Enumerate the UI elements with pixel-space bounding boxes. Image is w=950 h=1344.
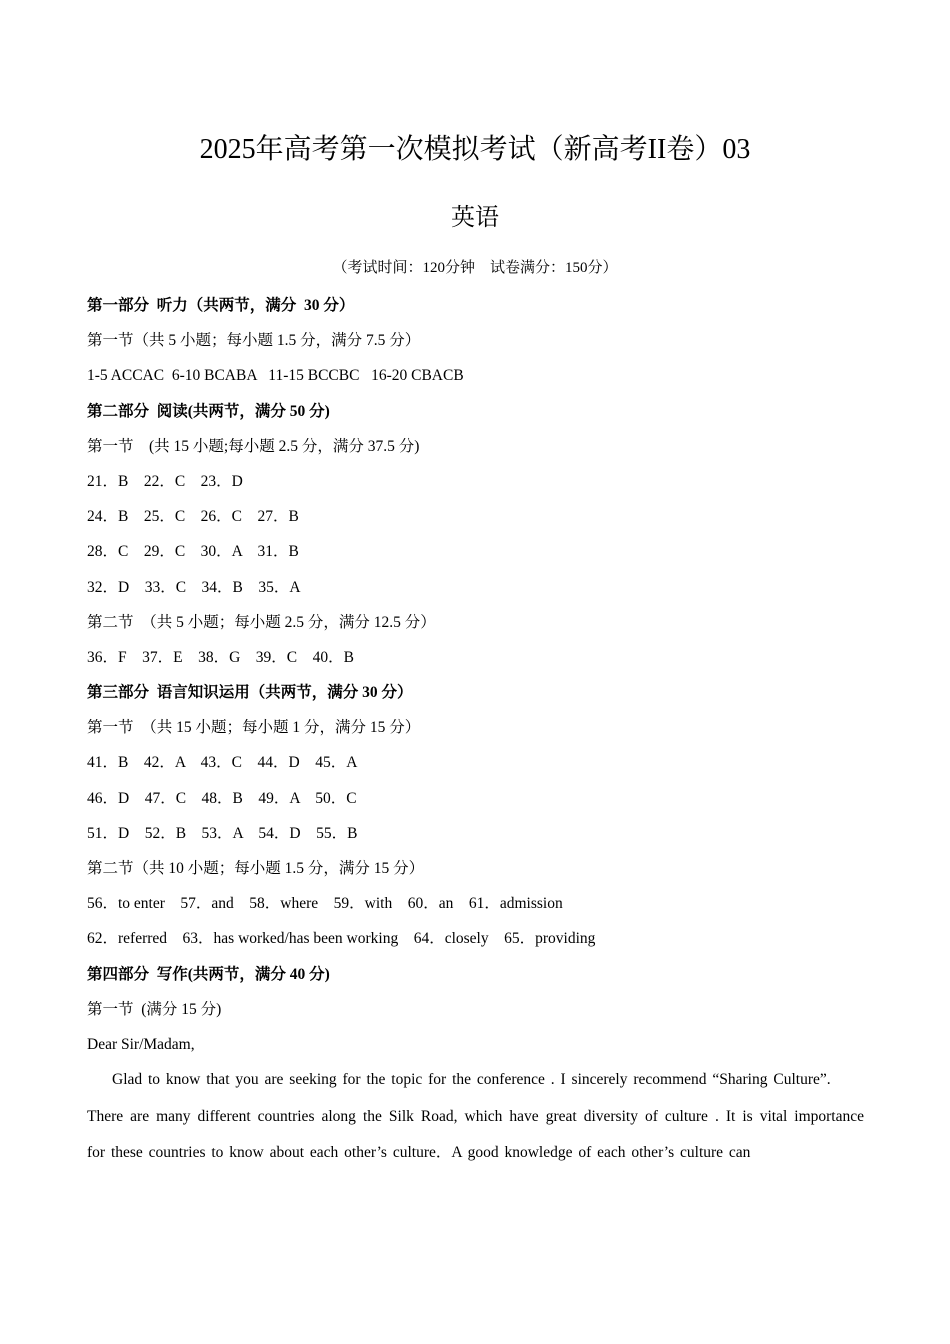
section-heading: 第三部分 语言知识运用（共两节，满分 30 分） xyxy=(87,684,413,702)
answer-line: 28．C 29．C 30．A 31．B xyxy=(87,543,299,561)
letter-paragraph-1: Glad to know that you are seeking for the topic for the conference . I sincerely recommend “Sharing Culture”. xyxy=(112,1071,831,1089)
exam-info: （考试时间：120分钟 试卷满分：150分） xyxy=(332,260,618,276)
answer-line: 第一节（共 5 小题；每小题 1.5 分，满分 7.5 分） xyxy=(87,332,421,350)
answer-content xyxy=(87,288,864,1172)
letter-paragraph-2: There are many different countries along the Silk Road, which have great diversity of culture . It is vital importance for these countries to know about each other’s culture．A good knowledge of each other’s culture can xyxy=(87,1107,864,1162)
section-heading: 第二部分 阅读(共两节，满分 50 分) xyxy=(87,402,330,420)
answer-line: 第一节 (共 15 小题;每小题 2.5 分，满分 37.5 分) xyxy=(87,437,420,455)
answer-line: 1-5 ACCAC 6-10 BCABA 11-15 BCCBC 16-20 CBACB xyxy=(87,367,464,385)
section-heading: 第一部分 听力（共两节，满分 30 分） xyxy=(87,297,355,314)
answer-line: 46．D 47．C 48．B 49．A 50．C xyxy=(87,789,357,807)
answer-line: 第一节 (满分 15 分) xyxy=(87,1000,222,1018)
answer-line: 41．B 42．A 43．C 44．D 45．A xyxy=(87,754,358,772)
answer-line: 62．referred 63．has worked/has been working 64．closely 65．providing xyxy=(87,930,596,948)
answer-line: 第二节 （共 5 小题；每小题 2.5 分，满分 12.5 分） xyxy=(87,613,436,631)
answer-line: 24．B 25．C 26．C 27．B xyxy=(87,508,299,526)
answer-line: Dear Sir/Madam, xyxy=(87,1035,195,1053)
subject-heading: 英语 xyxy=(451,203,499,231)
answer-line: 32．D 33．C 34．B 35．A xyxy=(87,578,301,596)
document-title: 2025年高考第一次模拟考试（新高考II卷）03 xyxy=(199,134,751,165)
answer-lines xyxy=(87,288,864,1062)
answer-line: 36．F 37．E 38．G 39．C 40．B xyxy=(87,648,354,666)
answer-line: 第一节 （共 15 小题；每小题 1 分，满分 15 分） xyxy=(87,719,421,737)
answer-line: 56．to enter 57．and 58．where 59．with 60．an 61．admission xyxy=(87,895,563,913)
answer-line: 第二节（共 10 小题；每小题 1.5 分，满分 15 分） xyxy=(87,860,425,877)
section-heading: 第四部分 写作(共两节，满分 40 分) xyxy=(87,965,330,983)
answer-line: 51．D 52．B 53．A 54．D 55．B xyxy=(87,824,358,842)
answer-line: 21．B 22．C 23．D xyxy=(87,472,243,490)
